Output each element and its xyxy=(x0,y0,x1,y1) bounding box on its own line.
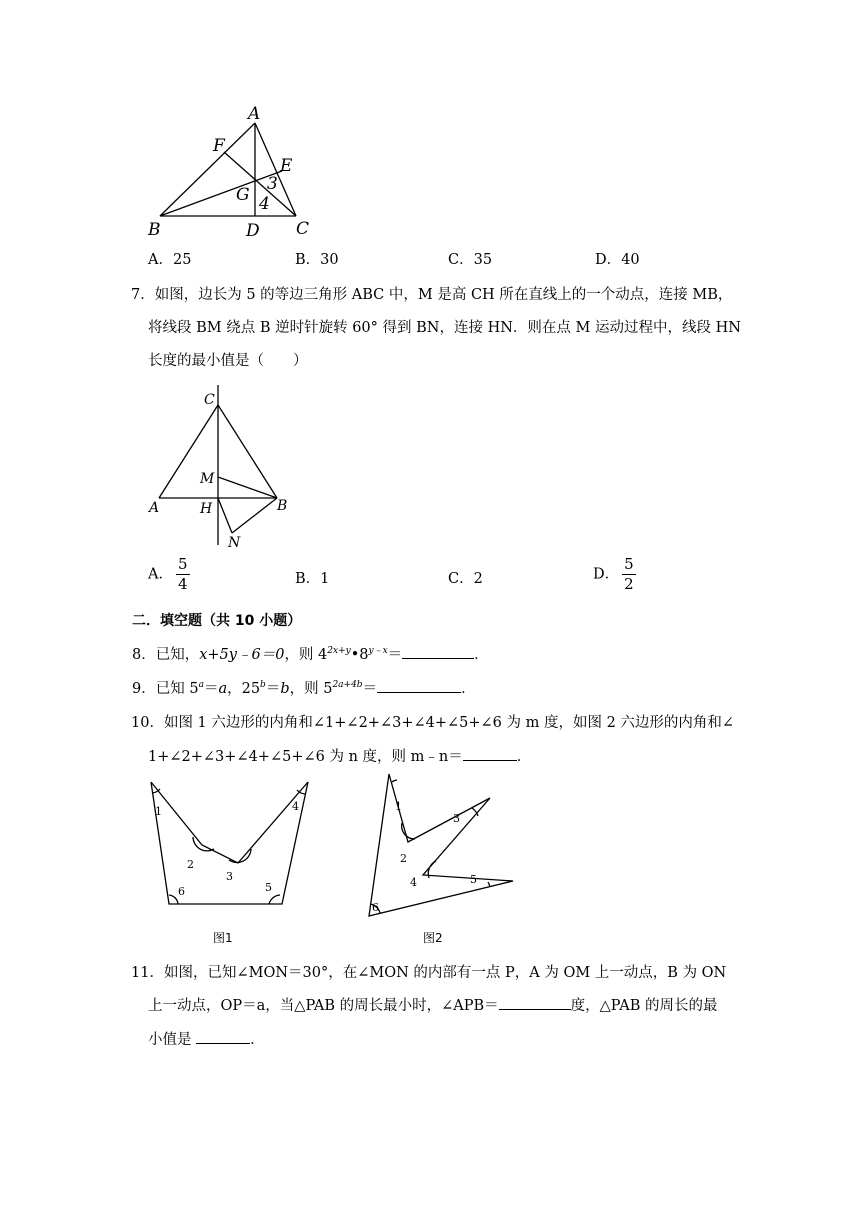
q8-prefix: 8．已知， xyxy=(132,647,200,663)
q11-line-1: 11．如图，已知∠MON＝30°，在∠MON 的内部有一点 P，A 为 OM 上一动点，B 为 ON xyxy=(131,965,727,981)
fig6-label-G: G xyxy=(236,185,250,205)
q7-option-b[interactable]: B．1 xyxy=(295,571,330,587)
q9-var-a: a xyxy=(218,681,228,697)
q7-option-c[interactable]: C．2 xyxy=(448,571,483,587)
fig6-label-C: C xyxy=(296,219,310,239)
fig10-2-angle-3: 3 xyxy=(453,812,460,825)
q10-line-2-end: ． xyxy=(516,749,532,765)
fig6-label-4: 4 xyxy=(259,194,270,214)
q7-option-a-den: 4 xyxy=(177,575,188,593)
q10-figure-1-caption: 图1 xyxy=(213,931,233,945)
q11-line-3-end: ． xyxy=(250,1032,265,1048)
q7-line-2: 将线段 BM 绕点 B 逆时针旋转 60° 得到 BN，连接 HN．则在点 M 运动过程中，线段 HN xyxy=(148,320,741,336)
q10-line-2 xyxy=(148,745,531,766)
fig10-1-angle-1: 1 xyxy=(155,805,162,818)
q6-option-c[interactable]: C．35 xyxy=(448,252,493,268)
q11-line-2-pre: 上一动点，OP＝a，当△PAB 的周长最小时，∠APB＝ xyxy=(148,998,499,1014)
q6-figure xyxy=(140,100,330,245)
fig7-label-C: C xyxy=(204,392,215,408)
fig10-1-angle-3: 3 xyxy=(226,870,233,883)
fig10-2-angle-5: 5 xyxy=(470,873,477,886)
fig10-2-angle-6: 6 xyxy=(372,901,379,914)
fig6-label-3: 3 xyxy=(267,174,278,194)
q9-exp2: b xyxy=(260,680,266,690)
fig6-label-D: D xyxy=(246,221,260,241)
q8-equals: ＝ xyxy=(387,647,403,663)
q11-line-2-post: 度，△PAB 的周长的最 xyxy=(570,998,718,1014)
q9-prefix: 9．已知 5 xyxy=(132,681,199,697)
q7-line-1: 7．如图，边长为 5 的等边三角形 ABC 中，M 是高 CH 所在直线上的一个动点，连接 MB， xyxy=(131,287,733,303)
q10-figure-2-caption: 图2 xyxy=(423,931,443,945)
q7-option-a[interactable] xyxy=(148,557,190,592)
q9-answer-blank[interactable] xyxy=(377,680,461,693)
q9-exp1: a xyxy=(198,680,204,690)
q7-option-d-den: 2 xyxy=(624,575,634,593)
section-heading-fill-in: 二．填空题（共 10 小题） xyxy=(132,613,302,629)
q7-option-a-fraction xyxy=(176,557,190,592)
q9-eq2: ＝ xyxy=(265,681,281,697)
q9-eq1: ＝ xyxy=(203,681,219,697)
q11-line-3 xyxy=(148,1028,265,1049)
q9-line xyxy=(132,677,476,698)
q9-exp3: 2a+4b xyxy=(332,680,363,690)
q10-line-1: 10．如图 1 六边形的内角和∠1+∠2+∠3+∠4+∠5+∠6 为 m 度，如图 2 六边形的内角和∠ xyxy=(131,715,735,731)
q7-option-d-fraction xyxy=(622,557,636,592)
q8-exp1: 2x+y xyxy=(327,646,351,656)
q6-option-d[interactable]: D．40 xyxy=(595,252,640,268)
q8-equation: x+5y﹣6＝0 xyxy=(199,647,285,663)
fig7-label-A: A xyxy=(149,500,160,516)
fig6-label-E: E xyxy=(280,156,293,176)
q7-option-a-num: 5 xyxy=(177,555,188,573)
q8-period: ． xyxy=(474,647,489,663)
q10-figure-2 xyxy=(360,770,520,920)
q9-25: ，25 xyxy=(227,681,261,697)
fig7-label-B: B xyxy=(277,498,288,514)
q7-line-3: 长度的最小值是（ ） xyxy=(148,353,308,369)
q11-perimeter-blank[interactable] xyxy=(196,1031,250,1044)
fig10-1-angle-4: 4 xyxy=(292,800,299,813)
fig6-label-A: A xyxy=(248,104,261,124)
q8-dot: •8 xyxy=(350,647,369,663)
fig7-label-H: H xyxy=(200,501,213,517)
fig6-label-F: F xyxy=(213,136,225,156)
q9-then: ，则 5 xyxy=(289,681,333,697)
q8-answer-blank[interactable] xyxy=(402,646,474,659)
q11-angle-blank[interactable] xyxy=(499,997,571,1010)
q11-line-3-pre: 小值是 xyxy=(148,1032,197,1048)
q9-period: ． xyxy=(461,681,476,697)
q8-line xyxy=(132,643,489,664)
q10-line-2-text: 1+∠2+∠3+∠4+∠5+∠6 为 n 度，则 m﹣n＝ xyxy=(148,749,463,765)
fig7-label-M: M xyxy=(200,471,215,487)
q8-exp2: y﹣x xyxy=(368,646,388,656)
fig10-2-angle-2: 2 xyxy=(400,852,407,865)
q9-var-b: b xyxy=(280,681,290,697)
fig10-1-angle-5: 5 xyxy=(265,881,272,894)
q6-option-b[interactable]: B．30 xyxy=(295,252,339,268)
q7-option-a-prefix: A． xyxy=(148,566,173,583)
q9-equals: ＝ xyxy=(362,681,378,697)
q10-answer-blank[interactable] xyxy=(463,748,517,761)
q7-figure xyxy=(140,385,300,553)
q7-option-d-num: 5 xyxy=(624,555,634,573)
fig10-1-angle-6: 6 xyxy=(178,885,185,898)
fig7-label-N: N xyxy=(228,535,241,551)
fig6-label-B: B xyxy=(148,220,161,240)
q7-option-d-prefix: D． xyxy=(593,566,620,583)
fig10-2-angle-1: 1 xyxy=(395,800,402,813)
q8-mid: ，则 4 xyxy=(284,647,328,663)
q6-option-a[interactable]: A．25 xyxy=(148,252,192,268)
fig10-2-angle-4: 4 xyxy=(410,876,417,889)
fig10-1-angle-2: 2 xyxy=(187,858,194,871)
q11-line-2 xyxy=(148,994,717,1015)
q10-figure-1 xyxy=(145,775,315,915)
q7-option-d[interactable] xyxy=(593,557,636,592)
